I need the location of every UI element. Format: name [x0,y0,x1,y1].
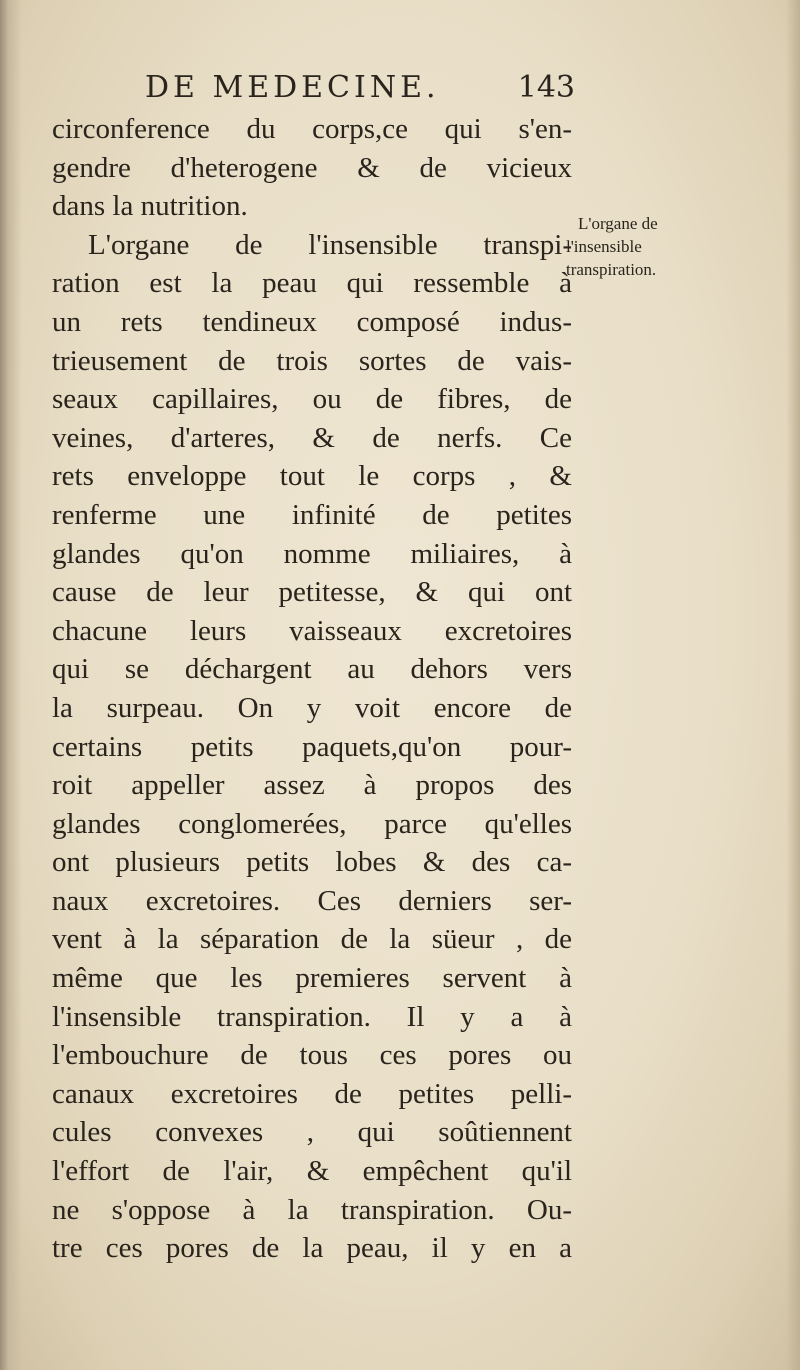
text-line: L'organe de l'insensible transpi- [88,228,572,261]
text-line: qui se déchargent au dehors vers [52,653,572,686]
text-line: trieusement de trois sortes de vais- [52,344,572,377]
text-line: cules convexes , qui soûtiennent [52,1116,572,1149]
text-line: ont plusieurs petits lobes & des ca- [52,846,572,879]
text-line: canaux excretoires de petites pelli- [52,1077,572,1110]
text-line: gendre d'heterogene & de vicieux [52,151,572,184]
text-line: cause de leur petitesse, & qui ont [52,576,572,609]
text-line: certains petits paquets,qu'on pour- [52,730,572,763]
text-line: l'insensible transpiration. Il y a à [52,1000,572,1033]
binding-shadow [0,0,22,1370]
text-line: circonference du corps,ce qui s'en- [52,113,572,145]
text-line: roit appeller assez à propos des [52,769,572,802]
text-line: dans la nutrition. [52,190,248,223]
text-line: glandes conglomerées, parce qu'elles [52,807,572,840]
text-line: la surpeau. On y voit encore de [52,691,572,724]
body-text [52,110,572,1268]
text-line: ration est la peau qui ressemble à [52,267,572,300]
page-header [145,70,575,114]
text-line: l'effort de l'air, & empêchent qu'il [52,1155,572,1188]
text-line: seaux capillaires, ou de fibres, de [52,383,572,416]
text-line: tre ces pores de la peau, il y en a [52,1232,572,1265]
running-title: DE MEDECINE. [145,70,440,105]
page-number: 143 [517,70,575,105]
margin-note-line: l'insensible [566,237,642,256]
text-line: vent à la séparation de la süeur , de [52,923,572,956]
text-line: même que les premieres servent à [52,962,572,995]
text-line: naux excretoires. Ces derniers ser- [52,884,572,917]
text-line: chacune leurs vaisseaux excretoires [52,614,572,647]
margin-note [564,212,714,281]
margin-note-line: L'organe de [578,214,658,233]
text-line: ne s'oppose à la transpiration. Ou- [52,1193,572,1226]
margin-note-line: transpiration. [566,260,657,279]
text-line: l'embouchure de tous ces pores ou [52,1039,572,1072]
text-line: veines, d'arteres, & de nerfs. Ce [52,421,572,454]
text-line: un rets tendineux composé indus- [52,305,572,338]
text-line: renferme une infinité de petites [52,498,572,531]
page-edge [786,0,800,1370]
text-line: rets enveloppe tout le corps , & [52,460,572,493]
text-line: glandes qu'on nomme miliaires, à [52,537,572,570]
